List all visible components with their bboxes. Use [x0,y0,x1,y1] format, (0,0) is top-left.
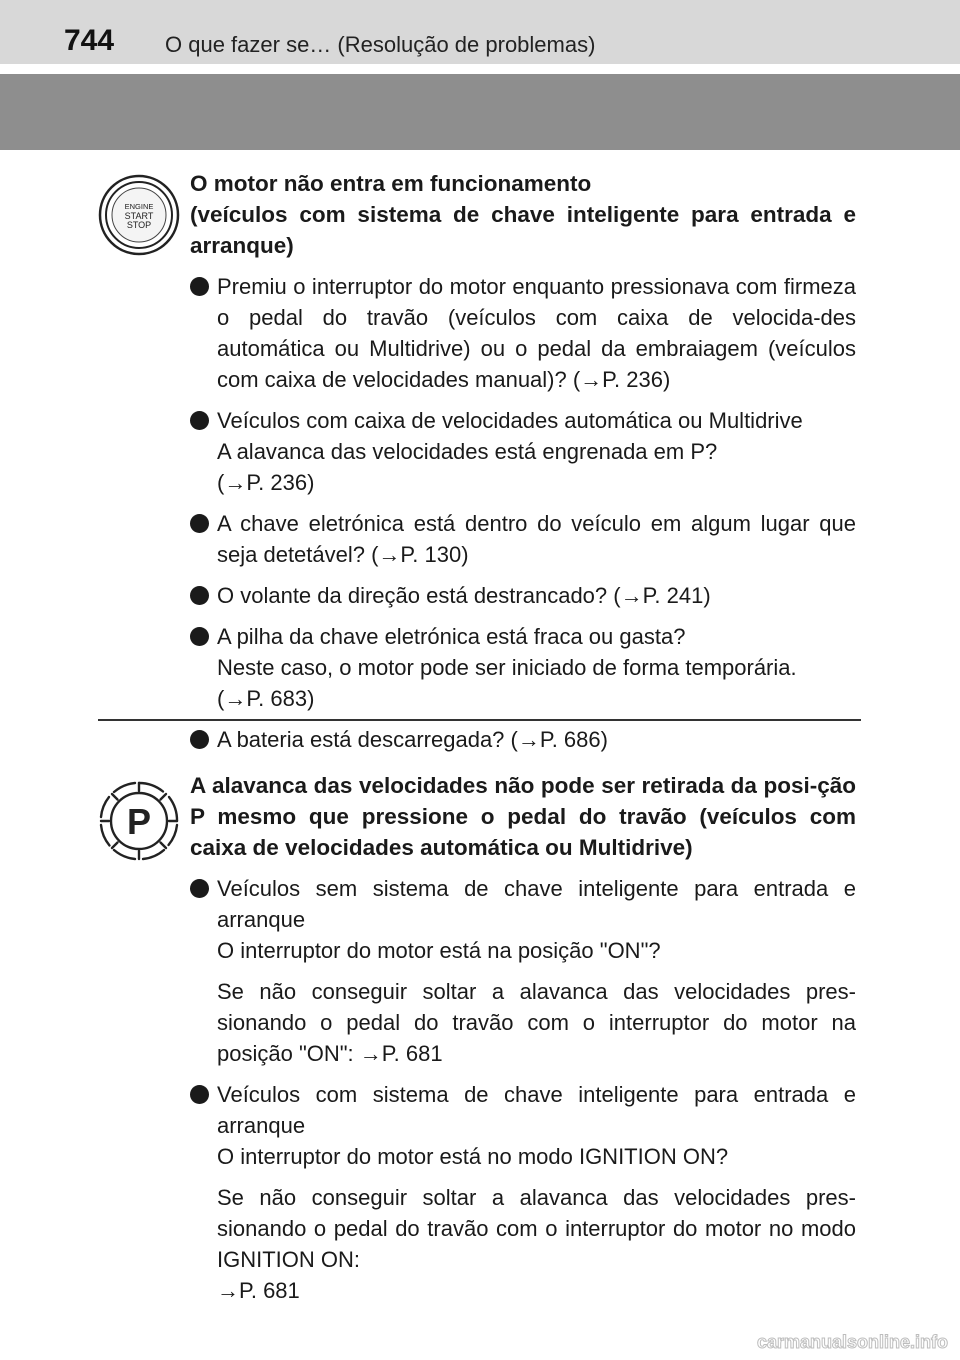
section-divider [98,719,861,721]
bullet-dot [190,627,209,646]
list-item: Veículos com sistema de chave inteligente para entrada e arranque O interruptor do motor está no modo IGNITION ON? Se não conseguir soltar a alavanca das velocidades pres-sionando o pedal do travão com o interruptor do motor no modo IGNITION ON: →P. 681 [190,1079,856,1306]
section-shift-lever-stuck [190,770,856,1306]
bullet-dot [190,730,209,749]
watermark [710,1330,950,1354]
bullet-dot [190,586,209,605]
list-item: Premiu o interruptor do motor enquanto pressionava com firmeza o pedal do travão (veículos com caixa de velocida-des automática ou Multidrive) ou o pedal da embraiagem (veículos com caixa de velocidades manual)? (→P. 236) [190,271,856,395]
bullet-dot [190,1085,209,1104]
bullet-dot [190,514,209,533]
bullet-dot [190,879,209,898]
park-gear-icon [98,780,180,862]
list-item: O volante da direção está destrancado? (→P. 241) [190,580,856,611]
section-engine-not-starting [190,168,856,755]
section-1-title-line-1: O motor não entra em funcionamento [190,171,592,196]
section-1-title-line-2: (veículos com sistema de chave inteligente para entrada e arranque) [190,202,856,258]
bullet-dot [190,277,209,296]
engine-start-stop-button-icon [98,174,180,256]
engine-icon-line-1: ENGINE [124,202,154,211]
section-2-title: A alavanca das velocidades não pode ser retirada da posi-ção P mesmo que pressione o pedal do travão (veículos com caixa de velocidades automática ou Multidrive) [190,773,856,860]
list-item: Veículos com caixa de velocidades automática ou Multidrive A alavanca das velocidades está engrenada em P? (→P. 236) [190,405,856,498]
header-gray-band [0,74,960,150]
page-number: 744 [64,24,115,57]
engine-icon-line-3: STOP [126,220,152,230]
bullet-dot [190,411,209,430]
watermark-text: carmanualsonline.info [756,1332,948,1352]
park-icon-letter: P [126,801,152,842]
list-item: A pilha da chave eletrónica está fraca ou gasta? Neste caso, o motor pode ser iniciado de forma temporária. (→P. 683) [190,621,856,714]
list-item: Veículos sem sistema de chave inteligente para entrada e arranque O interruptor do motor está na posição "ON"? Se não conseguir soltar a alavanca das velocidades pres-sionando o pedal do travão com o interruptor do motor na posição "ON": →P. 681 [190,873,856,1069]
list-item: A chave eletrónica está dentro do veículo em algum lugar que seja detetável? (→P. 130) [190,508,856,570]
header-title: O que fazer se… (Resolução de problemas) [165,32,596,57]
list-item: A bateria está descarregada? (→P. 686) [190,724,856,755]
engine-icon-line-2: START [124,211,154,221]
